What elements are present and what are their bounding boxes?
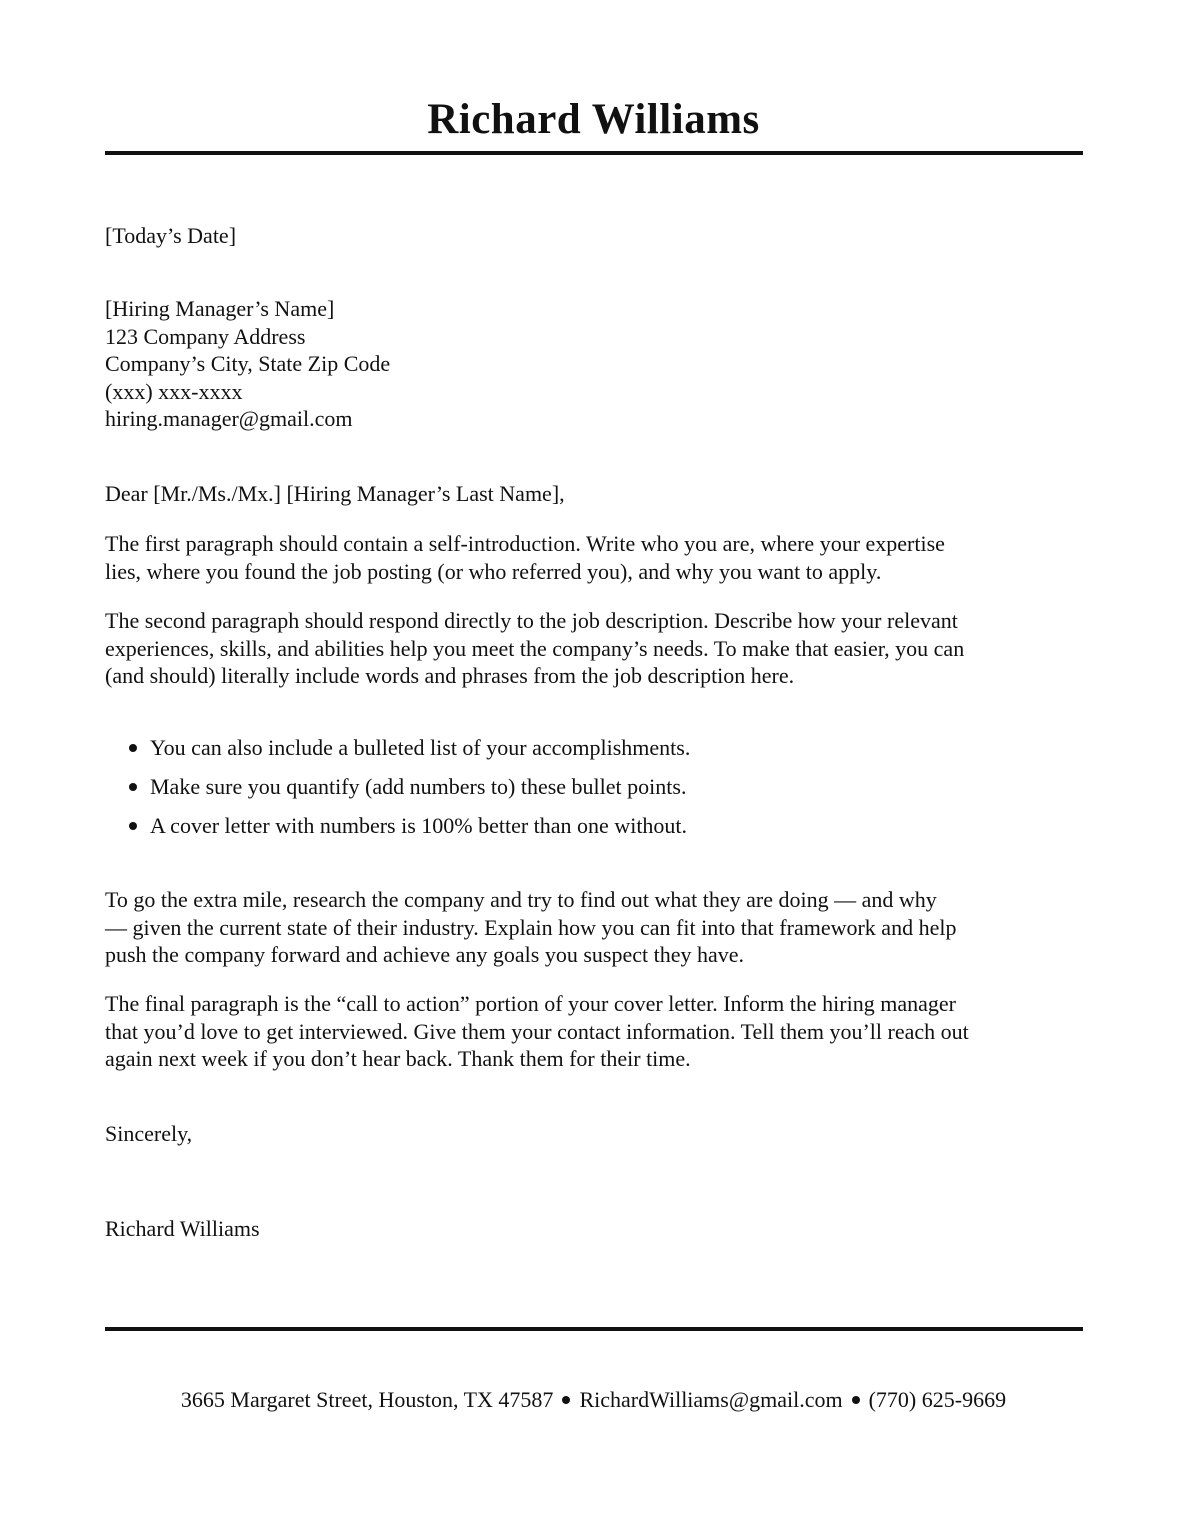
- bullet-icon: [129, 744, 137, 752]
- paragraph-line: To go the extra mile, research the company and try to find out what they are doing — and why: [105, 887, 937, 912]
- letter-date: [105, 222, 1083, 250]
- paragraph-line: The first paragraph should contain a self-introduction. Write who you are, where your expertise: [105, 531, 945, 556]
- recipient-phone: (xxx) xxx-xxxx: [105, 378, 243, 404]
- paragraph-line: experiences, skills, and abilities help you meet the company’s needs. To make that easier, you can: [105, 635, 965, 661]
- signature-name: Richard Williams: [105, 1216, 260, 1241]
- footer-phone: (770) 625-9669: [868, 1387, 1007, 1412]
- paragraph-line: The final paragraph is the “call to action” portion of your cover letter. Inform the hiring manager: [105, 991, 956, 1016]
- paragraph-line: again next week if you don’t hear back. Thank them for their time.: [105, 1046, 691, 1071]
- recipient-city-state-zip: Company’s City, State Zip Code: [105, 351, 391, 376]
- salutation: [105, 480, 1083, 508]
- bullet-separator-icon: [562, 1396, 570, 1404]
- recipient-block: [105, 295, 1083, 433]
- recipient-email: hiring.manager@gmail.com: [105, 406, 353, 431]
- bullet-icon: [129, 783, 137, 791]
- list-item: [105, 812, 1083, 851]
- paragraph-line: push the company forward and achieve any goals you suspect they have.: [105, 942, 745, 967]
- closing-text: Sincerely,: [105, 1121, 193, 1146]
- paragraph-line: lies, where you found the job posting (or who referred you), and why you want to apply.: [105, 558, 882, 584]
- paragraph-research: [105, 886, 1083, 969]
- list-item-text: A cover letter with numbers is 100% better than one without.: [150, 813, 688, 838]
- paragraph-job-fit: [105, 607, 1083, 690]
- list-item-text: Make sure you quantify (add numbers to) these bullet points.: [150, 774, 687, 799]
- paragraph-introduction: [105, 530, 1083, 585]
- list-item-text: You can also include a bulleted list of your accomplishments.: [150, 735, 691, 760]
- recipient-name: [Hiring Manager’s Name]: [105, 296, 335, 321]
- list-item: [105, 734, 1083, 773]
- paragraph-line: The second paragraph should respond directly to the job description. Describe how your relevant: [105, 608, 958, 633]
- recipient-address: 123 Company Address: [105, 323, 306, 349]
- header-divider: [105, 151, 1083, 155]
- footer-address: 3665 Margaret Street, Houston, TX 47587: [180, 1387, 554, 1412]
- bullet-separator-icon: [852, 1396, 860, 1404]
- signature: [105, 1215, 1083, 1243]
- applicant-name-heading: Richard Williams: [427, 96, 760, 143]
- contact-footer: [0, 1386, 1187, 1414]
- paragraph-call-to-action: [105, 990, 1083, 1073]
- closing: [105, 1120, 1083, 1148]
- accomplishments-list: [105, 734, 1083, 851]
- bullet-icon: [129, 822, 137, 830]
- paragraph-line: (and should) literally include words and phrases from the job description here.: [105, 663, 795, 688]
- footer-divider: [105, 1327, 1083, 1331]
- paragraph-line: — given the current state of their industry. Explain how you can fit into that framework and help: [105, 914, 957, 940]
- date-text: [Today’s Date]: [105, 223, 237, 248]
- paragraph-line: that you’d love to get interviewed. Give them your contact information. Tell them you’ll reach out: [105, 1018, 969, 1044]
- footer-email: RichardWilliams@gmail.com: [579, 1387, 843, 1412]
- greeting-text: Dear [Mr./Ms./Mx.] [Hiring Manager’s Last Name],: [105, 481, 565, 506]
- list-item: [105, 773, 1083, 812]
